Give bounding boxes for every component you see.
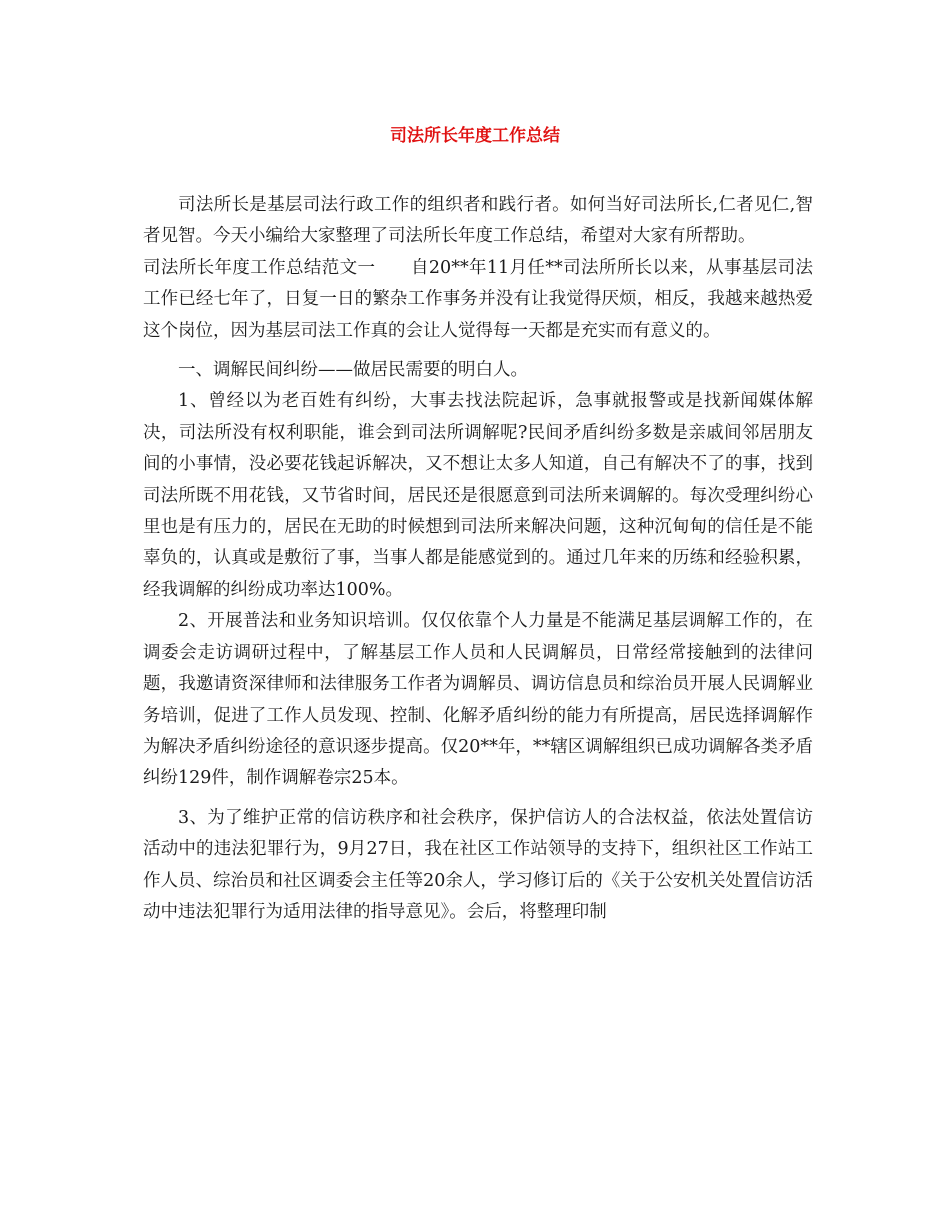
item-3-paragraph: 3、为了维护正常的信访秩序和社会秩序，保护信访人的合法权益，依法处置信访活动中的违法犯罪行为，9月27日，我在社区工作站领导的支持下，组织社区工作站工作人员、综治员和社区调委会主任等20余人，学习修订后的《关于公安机关处置信访活动中违法犯罪行为适用法律的指导意见》。会后，将整理印制 [143, 807, 813, 922]
sample-one-paragraph: 司法所长年度工作总结范文一 自20**年11月任**司法所所长以来，从事基层司法工作已经七年了，日复一日的繁杂工作事务并没有让我觉得厌烦，相反，我越来越热爱这个岗位，因为基层司法工作真的会让人觉得每一天都是充实而有意义的。 [143, 257, 813, 341]
item-1-paragraph: 1、曾经以为老百姓有纠纷，大事去找法院起诉，急事就报警或是找新闻媒体解决，司法所没有权利职能，谁会到司法所调解呢?民间矛盾纠纷多数是亲戚间邻居朋友间的小事情，没必要花钱起诉解决，又不想让太多人知道，自己有解决不了的事，找到司法所既不用花钱，又节省时间，居民还是很愿意到司法所来调解的。每次受理纠纷心里也是有压力的，居民在无助的时候想到司法所来解决问题，这种沉甸甸的信任是不能辜负的，认真或是敷衍了事，当事人都是能感觉到的。通过几年来的历练和经验积累，经我调解的纠纷成功率达100%。 [143, 391, 813, 600]
item-2-paragraph: 2、开展普法和业务知识培训。仅仅依靠个人力量是不能满足基层调解工作的，在调委会走访调研过程中，了解基层工作人员和人民调解员，日常经常接触到的法律问题，我邀请资深律师和法律服务工作者为调解员、调访信息员和综治员开展人民调解业务培训，促进了工作人员发现、控制、化解矛盾纠纷的能力有所提高，居民选择调解作为解决矛盾纠纷途径的意识逐步提高。仅20**年，**辖区调解组织已成功调解各类矛盾纠纷129件，制作调解卷宗25本。 [143, 611, 813, 789]
spacer [143, 795, 813, 803]
intro-paragraph: 司法所长是基层司法行政工作的组织者和践行者。如何当好司法所长,仁者见仁,智者见智。今天小编给大家整理了司法所长年度工作总结，希望对大家有所帮助。 [143, 195, 813, 247]
section-heading-mediation: 一、调解民间纠纷——做居民需要的明白人。 [178, 360, 528, 381]
document-title: 司法所长年度工作总结 [390, 126, 560, 146]
document-body [143, 190, 813, 928]
spacer [143, 347, 813, 355]
